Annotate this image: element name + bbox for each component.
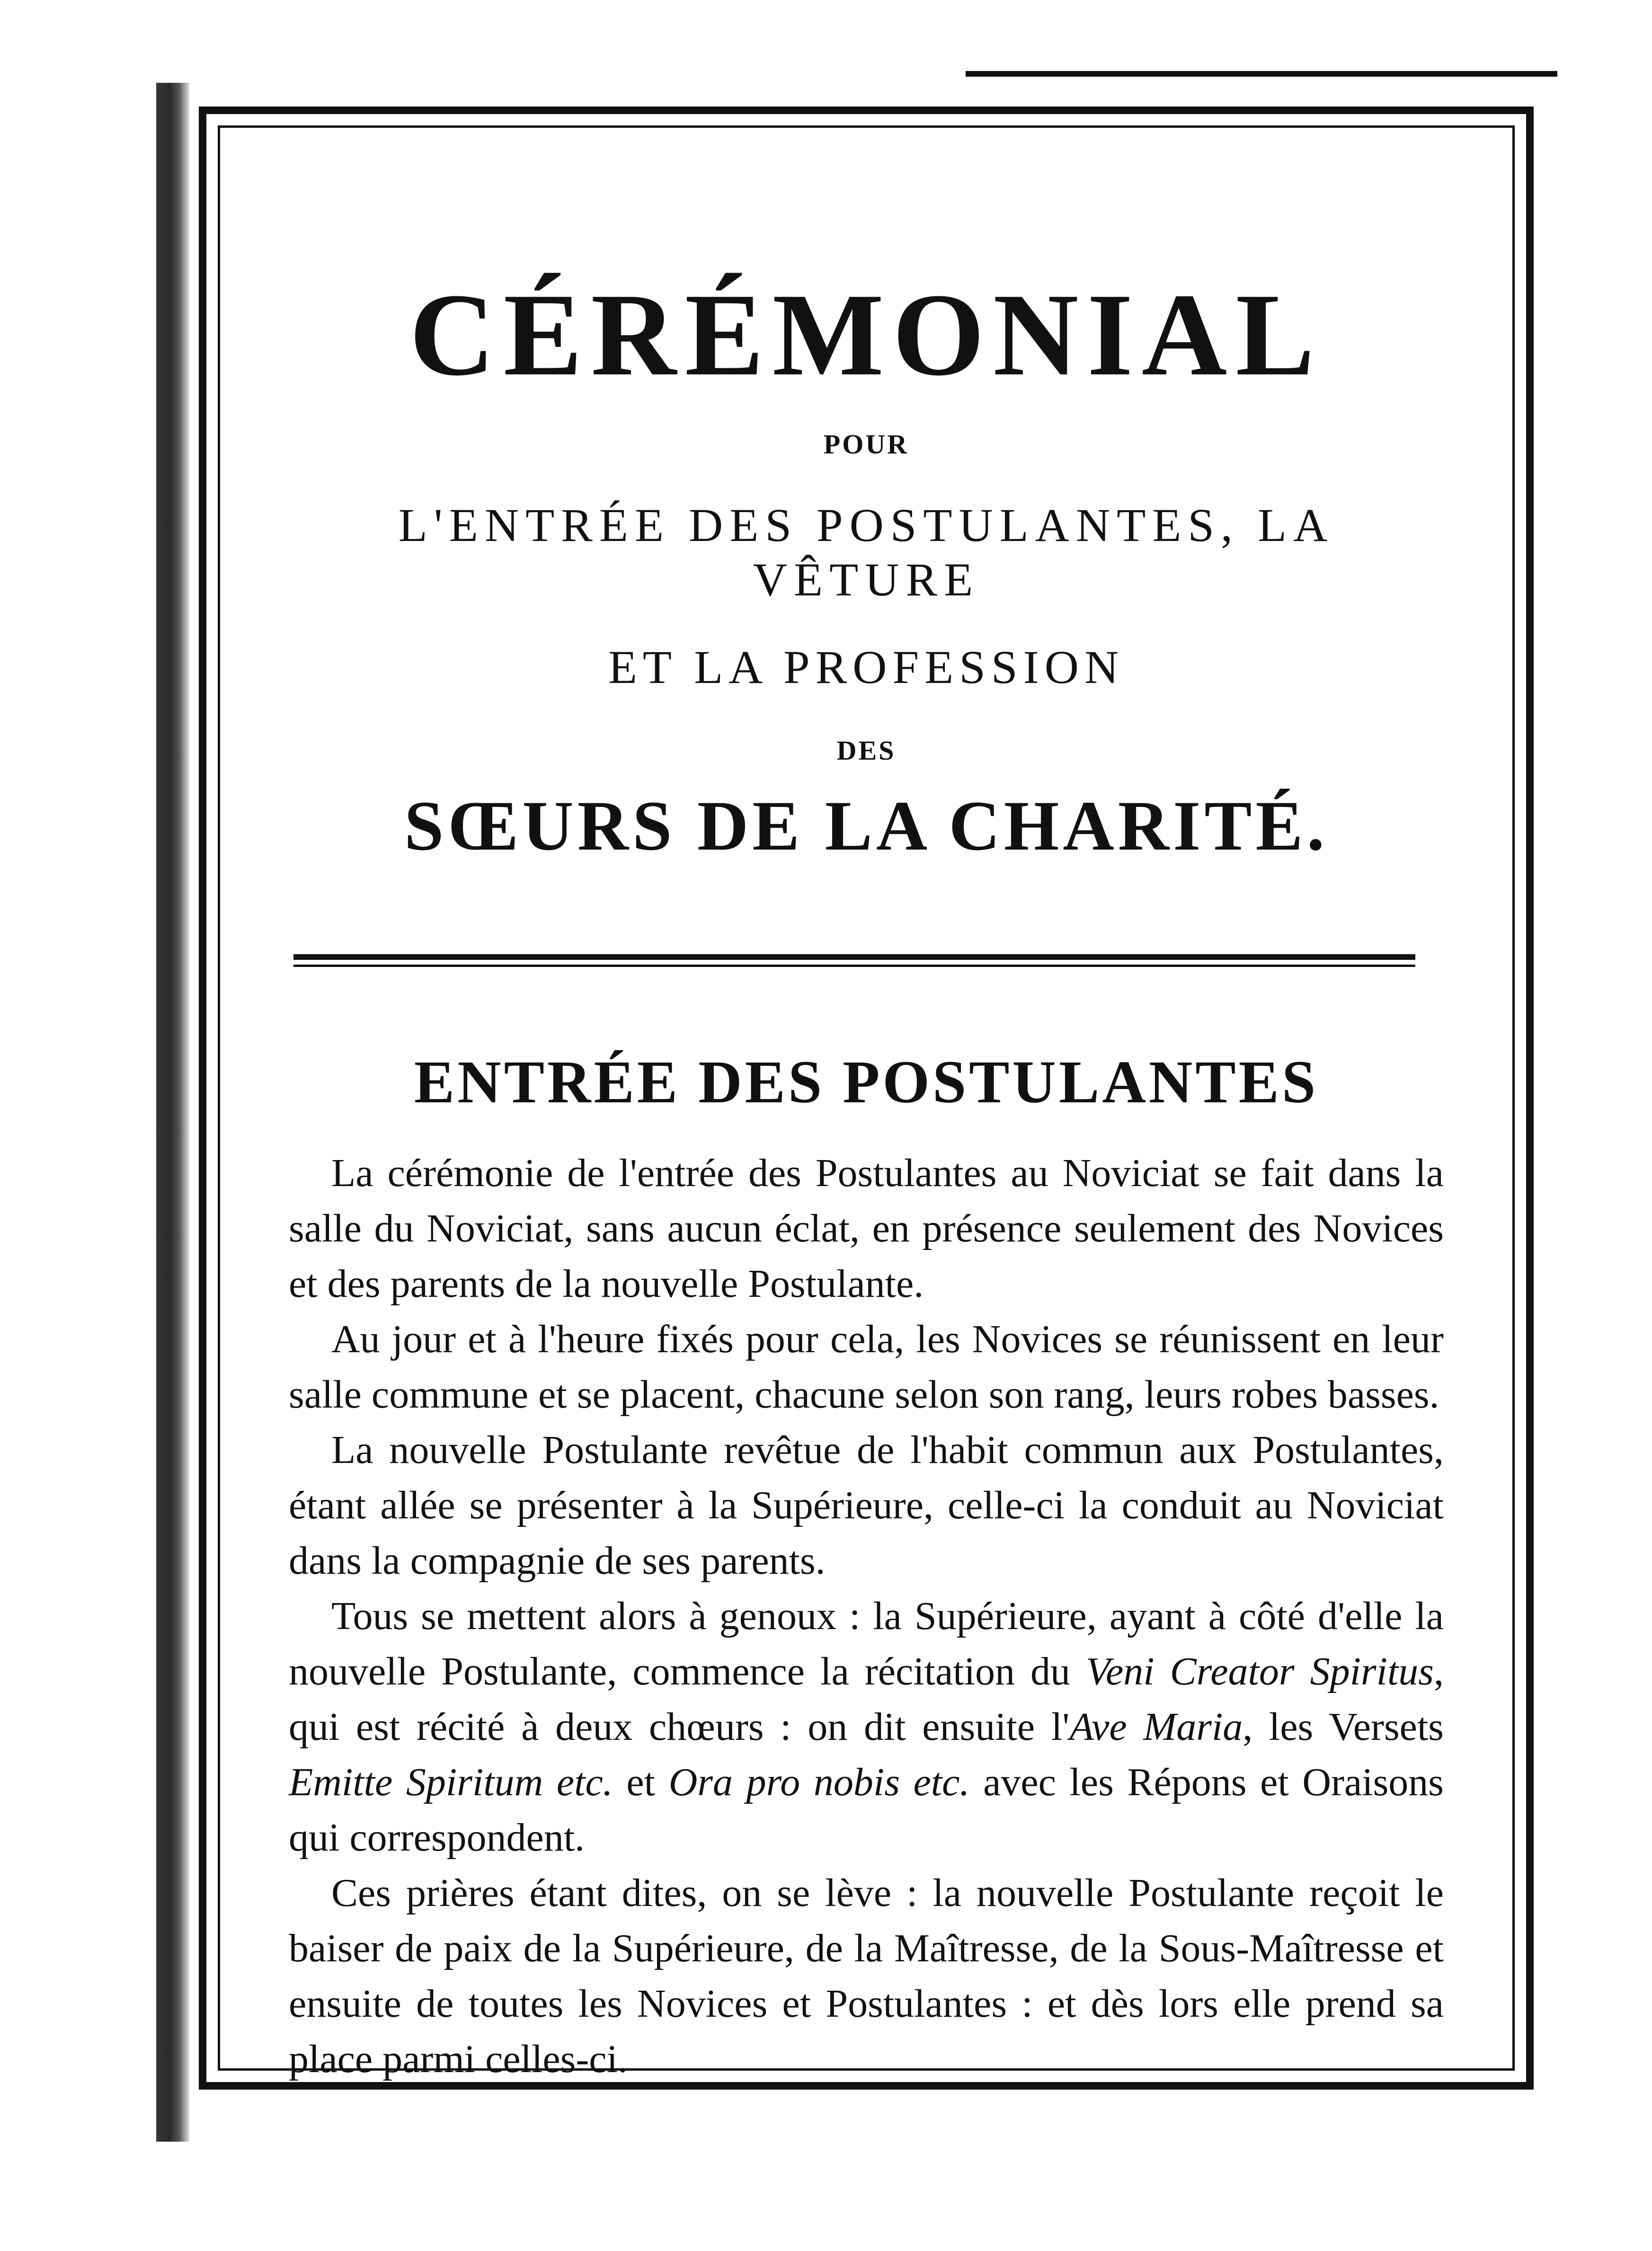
paragraph-4-italic-ave: Ave Maria [1069, 1705, 1243, 1749]
section-divider [293, 954, 1415, 967]
paragraph-4-text-g: et [613, 1760, 669, 1804]
paragraph-4 [284, 1588, 1448, 1865]
paragraph-4-text-e: , les Versets [1243, 1705, 1444, 1749]
top-rule [966, 71, 1557, 77]
page-content [284, 222, 1448, 2087]
paragraph-4-italic-veni: Veni Creator Spiritus [1086, 1649, 1434, 1693]
paragraph-3: La nouvelle Postulante revêtue de l'habit commun aux Postulantes, étant allée se présenter à la Supérieure, celle-ci la conduit au Noviciat dans la compagnie de ses parents. [289, 1428, 1444, 1583]
paragraph-4-italic-ora: Ora pro nobis etc. [668, 1760, 970, 1804]
subtitle-line-1: L'ENTRÉE DES POSTULANTES, LA VÊTURE [398, 499, 1334, 606]
paragraph-5: Ces prières étant dites, on se lève : la nouvelle Postulante reçoit le baiser de paix de la Supérieure, de la Maîtresse, de la Sous-Maîtresse et ensuite de toutes les Novices et Postulantes : et dès lors elle prend sa place parmi celles-ci. [289, 1871, 1444, 2081]
paragraph-4-italic-emitte: Emitte Spiritum etc. [289, 1760, 613, 1804]
paragraph-1: La cérémonie de l'entrée des Postulantes au Noviciat se fait dans la salle du Noviciat, sans aucun éclat, en présence seulement des Novices et des parents de la nouvelle Postulante. [289, 1151, 1444, 1306]
document-title: CÉRÉMONIAL [409, 269, 1323, 400]
document-subtitle: SŒURS DE LA CHARITÉ. [404, 787, 1329, 865]
paragraph-4-text-i: avec les Répons et Oraisons qui correspondent. [289, 1760, 1444, 1860]
title-connector-pour: POUR [823, 429, 909, 460]
subtitle-line-2: ET LA PROFESSION [608, 641, 1125, 693]
title-connector-des: DES [836, 735, 896, 766]
section-heading: ENTRÉE DES POSTULANTES [414, 1048, 1319, 1116]
page-binding-edge [156, 83, 189, 2142]
paragraph-4-text-c: , qui est récité à deux chœurs : on dit ensuite l' [289, 1649, 1444, 1749]
paragraph-2: Au jour et à l'heure fixés pour cela, les Novices se réunissent en leur salle commune et se placent, chacune selon son rang, leurs robes basses. [289, 1317, 1444, 1417]
paragraph-4-text-a: Tous se mettent alors à genoux : la Supérieure, ayant à côté d'elle la nouvelle Postulante, commence la récitation du [289, 1594, 1444, 1693]
